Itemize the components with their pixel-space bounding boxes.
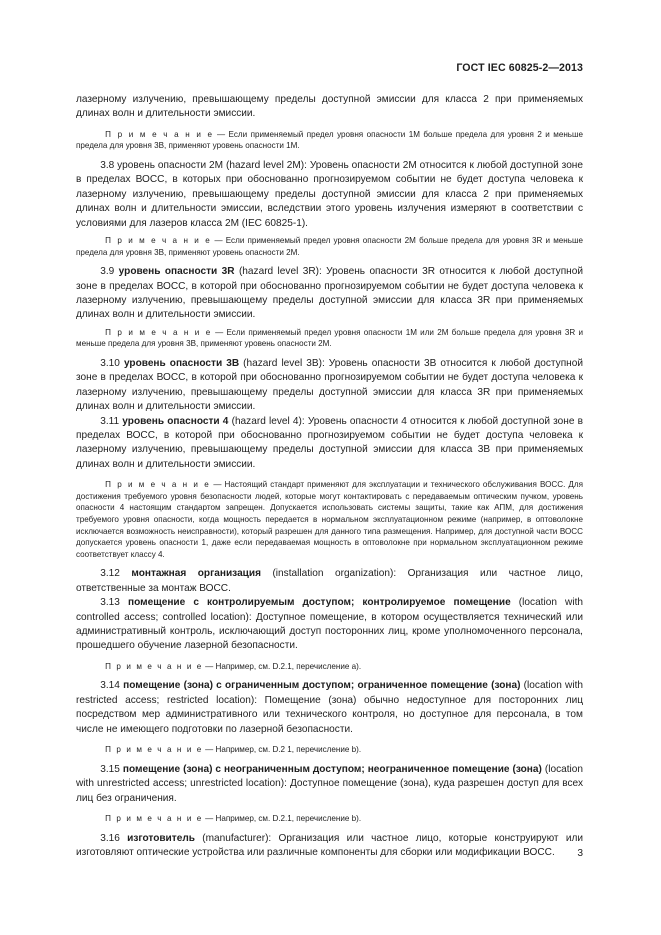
- definition-3-9: 3.9 уровень опасности 3R (hazard level 3R): Уровень опасности 3R относится к любой доступной зоне в пределах ВОСС, в которой при обоснованно прогнозируемом событии не будет доступа человека к лазерному излучению, превышающему пределы доступной эмиссии для класса 3R при применяемых длинах волн и длительности эмиссии.: [76, 266, 583, 321]
- page-number: 3: [577, 848, 583, 859]
- note-label: П р и м е ч а н и е: [105, 327, 212, 337]
- definition-3-15: 3.15 помещение (зона) с неограниченным доступом; неограниченное помещение (зона) (location with unrestricted access; unrestricted location): Доступное помещение (зона), куда разрешен доступ для всех лиц без ограничения.: [76, 763, 584, 804]
- page-content: [76, 93, 583, 860]
- note-6: П р и м е ч а н и е — Например, см. D.2 1, перечисление b).: [105, 745, 362, 755]
- term: уровень опасности 3В: [123, 358, 240, 370]
- note-1: П р и м е ч а н и е — Если применяемый предел уровня опасности 1М больше предела для уровня 2 и меньше предела для уровня 3В, применяют уровень опасности 1М.: [76, 129, 583, 151]
- definition-3-11: 3.11 уровень опасности 4 (hazard level 4): Уровень опасности 4 относится к любой доступной зоне в пределах ВОСС, в которой при обоснованно прогнозируемом событии не будет доступа человека к лазерному излучению, превышающему пределы доступной эмиссии для класса 3В при применяемых длинах волн и длительности эмиссии.: [76, 415, 583, 470]
- note-label: П р и м е ч а н и е: [105, 236, 212, 246]
- term: помещение с контролируемым доступом; контролируемое помещение: [127, 597, 511, 609]
- term: изготовитель: [127, 832, 195, 844]
- note-4: П р и м е ч а н и е — Настоящий стандарт применяют для эксплуатации и технического обслуживания ВОСС. Для достижения требуемого уровня безопасности людей, которые могут контактировать с передаваемым оптическим пучком, уровень опасности 4 настоящим стандартом запрещен. Допускается использовать системы защиты, такие как АПМ, для достижения требуемого уровня опасности, когда мощность передается в нормальном эксплуатационном режиме (например, в оптоволокне исключается возможность неисправности), который разрешен для данного типа размещения. Например, для доступной части ВОСС допускается уровень опасности 1, даже если передаваемая мощность в оптоволокне при нормальном эксплуатационном режиме соответствует классу 4.: [76, 480, 583, 559]
- term: уровень опасности 4: [122, 415, 229, 427]
- term: монтажная организация: [131, 568, 261, 580]
- definition-3-13: 3.13 помещение с контролируемым доступом; контролируемое помещение (location with controlled access; controlled location): Доступное помещение, в котором осуществляется технический или административный контроль, исключающий доступ посторонних лиц, кроме уполномоченного персонала, прошедшего обучение лазерной безопасности.: [76, 597, 583, 652]
- note-label: П р и м е ч а н и е: [105, 480, 211, 490]
- standard-header: ГОСТ IEC 60825-2—2013: [456, 62, 583, 74]
- definition-3-14: 3.14 помещение (зона) с ограниченным доступом; ограниченное помещение (зона) (location with restricted access; restricted location): Помещение (зона) обычно недоступное для посторонних лиц посредством мер административного или технического контроля, но доступное для персонала, в том числе не имеющего подготовки по лазерной безопасности.: [76, 680, 584, 735]
- definition-3-12: 3.12 монтажная организация (installation organization): Организация или частное лицо, ответственные за монтаж ВОСС.: [76, 568, 583, 594]
- note-5: П р и м е ч а н и е — Например, см. D.2.1, перечисление а).: [105, 661, 362, 671]
- definition-3-10: 3.10 уровень опасности 3В (hazard level 3B): Уровень опасности 3В относится к любой доступной зоне в пределах ВОСС, в которой при обоснованно прогнозируемом событии не будет доступа человека к лазерному излучению, превышающему пределы доступной эмиссии для класса 3R при применяемых длинах волн и длительности эмиссии.: [76, 358, 583, 413]
- note-3: П р и м е ч а н и е — Если применяемый предел уровня опасности 1М или 2М больше предела для уровня 3R и меньше предела для уровня 3В, применяют уровень опасности 2М.: [76, 327, 583, 349]
- definition-3-8: 3.8 уровень опасности 2М (hazard level 2M): Уровень опасности 2М относится к любой доступной зоне в пределах ВОСС, в которых при обоснованно прогнозируемом событии не будет доступа человека к лазерному излучению, превышающему пределы доступной эмиссии для класса 2 при применяемых длинах волн и длительности эмиссии, вследствии этого уровень излучения измеряют в соответствии с условиями для лазеров класса 2М (IEC 60825-1).: [76, 160, 583, 229]
- note-7: П р и м е ч а н и е — Например, см. D.2.1, перечисление b).: [105, 813, 362, 823]
- definition-3-16: 3.16 изготовитель (manufacturer): Организация или частное лицо, которые конструируют или изготовляют оптические устройства или различные компоненты для сборки или модификации ВОСС.: [76, 832, 584, 858]
- term: помещение (зона) с неограниченным доступом; неограниченное помещение (зона): [122, 763, 542, 775]
- term: уровень опасности 3R: [118, 266, 235, 278]
- note-label: П р и м е ч а н и е: [105, 813, 203, 823]
- note-label: П р и м е ч а н и е: [105, 129, 214, 139]
- paragraph-continuation: лазерному излучению, превышающему пределы доступной эмиссии для класса 2 при применяемых длинах волн и длительности эмиссии.: [76, 94, 583, 120]
- note-label: П р и м е ч а н и е: [105, 745, 203, 755]
- note-2: П р и м е ч а н и е — Если применяемый предел уровня опасности 2М больше предела для уровня 3R и меньше предела для уровня 3В, применяют уровень опасности 2М.: [76, 236, 583, 257]
- term: помещение (зона) с ограниченным доступом; ограниченное помещение (зона): [123, 680, 521, 692]
- note-label: П р и м е ч а н и е: [105, 661, 203, 671]
